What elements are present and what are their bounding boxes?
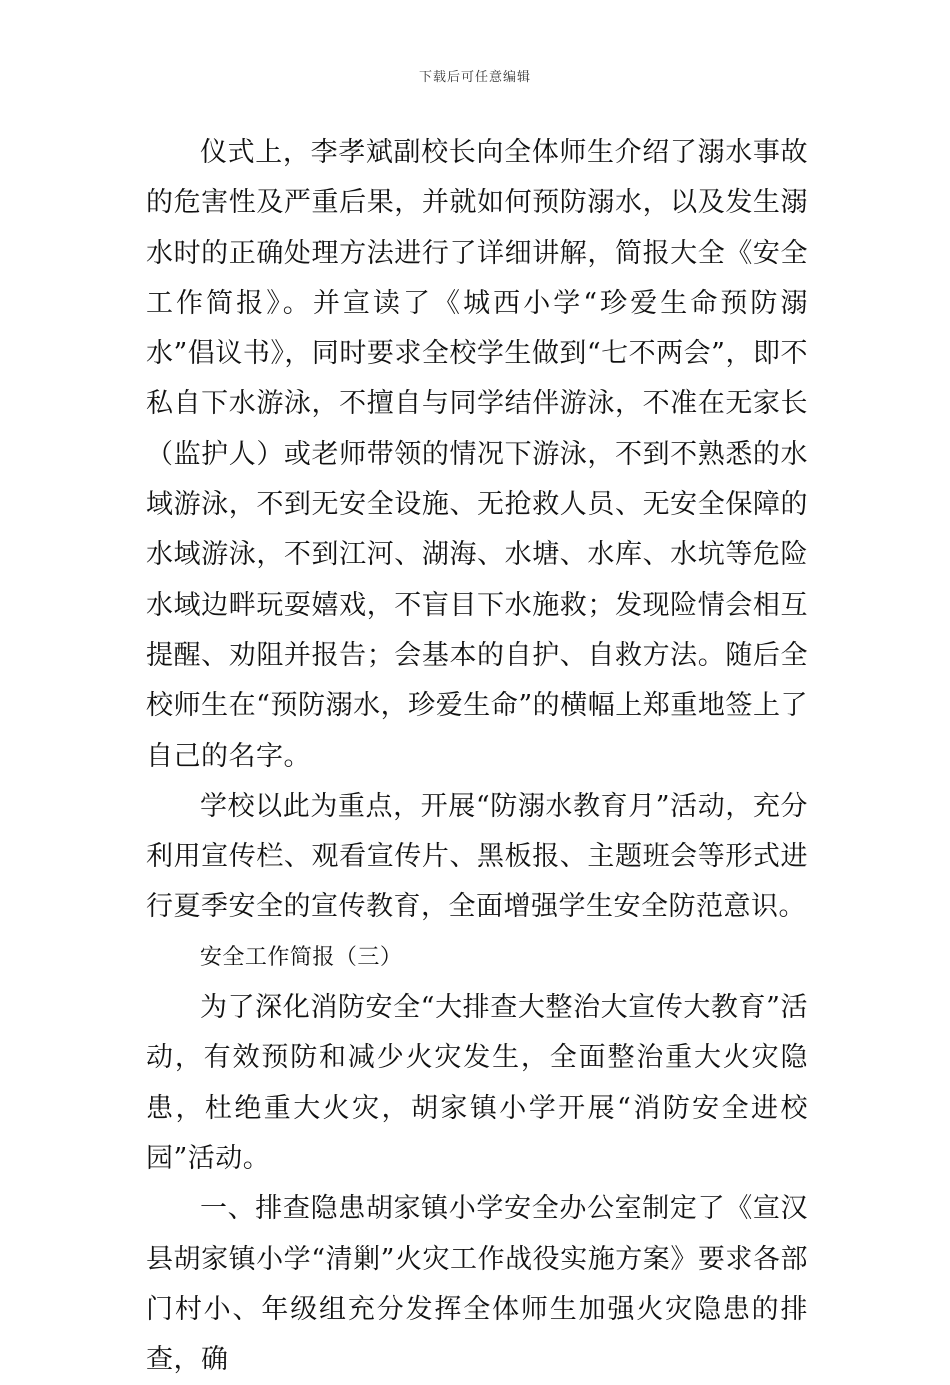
section-title: 安全工作简报（三） <box>199 944 403 970</box>
paragraph-hazard-inspection: 一、排查隐患胡家镇小学安全办公室制定了《宣汉县胡家镇小学“清剿”火灾工作战役实施方案》要求各部门村小、年级组充分发挥全体师生加强火灾隐患的排查，确 <box>146 1193 808 1376</box>
paragraph-drowning-ceremony: 仪式上，李孝斌副校长向全体师生介绍了溺水事故的危害性及严重后果，并就如何预防溺水，以及发生溺水时的正确处理方法进行了详细讲解，简报大全《安全工作简报》。并宣读了《城西小学“珍爱生命预防溺水”倡议书》，同时要求全校学生做到“七不两会”，即不私自下水游泳，不擅自与同学结伴游泳，不准在无家长（监护人）或老师带领的情况下游泳，不到不熟悉的水域游泳，不到无安全设施、无抢救人员、无安全保障的水域游泳，不到江河、湖海、水塘、水库、水坑等危险水域边畔玩耍嬉戏，不盲目下水施救；发现险情会相互提醒、劝阻并报告；会基本的自护、自救方法。随后全校师生在“预防溺水，珍爱生命”的横幅上郑重地签上了自己的名字。 <box>146 137 808 772</box>
paragraph-fire-safety-intro: 为了深化消防安全“大排查大整治大宣传大教育”活动，有效预防和减少火灾发生，全面整治重大火灾隐患，杜绝重大火灾，胡家镇小学开展“消防安全进校园”活动。 <box>146 992 808 1174</box>
paragraph-education-month: 学校以此为重点，开展“防溺水教育月”活动，充分利用宣传栏、观看宣传片、黑板报、主题班会等形式进行夏季安全的宣传教育，全面增强学生安全防范意识。 <box>146 790 808 923</box>
header-note: 下载后可任意编辑 <box>418 70 531 85</box>
document-body <box>146 128 808 1385</box>
